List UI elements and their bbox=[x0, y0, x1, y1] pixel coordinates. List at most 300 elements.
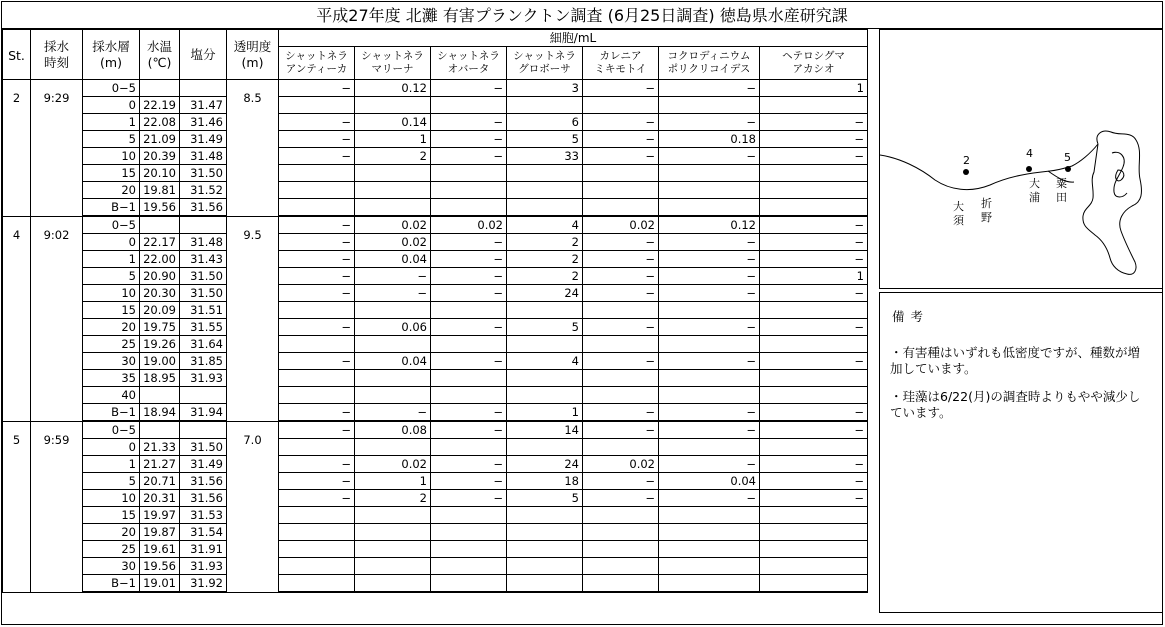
cell-count: 5 bbox=[507, 319, 583, 336]
cell-count: − bbox=[431, 234, 507, 251]
cell-count: − bbox=[431, 404, 507, 422]
salinity: 31.53 bbox=[180, 507, 227, 524]
sampling-layer: 5 bbox=[83, 131, 140, 148]
table-row bbox=[3, 558, 868, 575]
water-temp bbox=[140, 80, 180, 97]
place-label-char: 田 bbox=[1056, 191, 1067, 204]
cell-count bbox=[279, 558, 355, 575]
cell-count bbox=[279, 507, 355, 524]
sampling-layer: 10 bbox=[83, 285, 140, 302]
sampling-layer: 40 bbox=[83, 387, 140, 404]
header-st: St. bbox=[3, 30, 31, 80]
cell-count: − bbox=[431, 490, 507, 507]
sampling-layer: 5 bbox=[83, 268, 140, 285]
salinity: 31.50 bbox=[180, 285, 227, 302]
water-temp: 22.19 bbox=[140, 97, 180, 114]
station-5-label: 5 bbox=[1064, 151, 1071, 164]
species-header-line2: マリーナ bbox=[371, 63, 414, 75]
cell-count bbox=[279, 439, 355, 456]
cell-count bbox=[659, 524, 760, 541]
cell-count bbox=[507, 182, 583, 199]
species-header-line1: コクロディニウム bbox=[667, 50, 751, 62]
table-row bbox=[3, 285, 868, 302]
table-row bbox=[3, 319, 868, 336]
cell-count: − bbox=[760, 148, 868, 165]
cell-count bbox=[431, 336, 507, 353]
cell-count bbox=[583, 199, 659, 217]
salinity bbox=[180, 387, 227, 404]
salinity: 31.49 bbox=[180, 131, 227, 148]
place-label-char: 須 bbox=[953, 214, 964, 227]
cell-count: − bbox=[431, 456, 507, 473]
header-transparency-line1: 透明度 bbox=[233, 38, 272, 54]
cell-count: 4 bbox=[507, 216, 583, 234]
water-temp bbox=[140, 387, 180, 404]
cell-count: 33 bbox=[507, 148, 583, 165]
cell-count: 0.12 bbox=[355, 80, 431, 97]
cell-count bbox=[431, 97, 507, 114]
cell-count bbox=[760, 558, 868, 575]
inner-bay-path bbox=[1112, 152, 1127, 197]
header-transparency bbox=[227, 30, 279, 80]
sampling-time: 9:02 bbox=[31, 216, 83, 421]
water-temp: 20.71 bbox=[140, 473, 180, 490]
cell-count: 1 bbox=[355, 131, 431, 148]
cell-count: 6 bbox=[507, 114, 583, 131]
cell-count bbox=[279, 182, 355, 199]
cell-count bbox=[279, 302, 355, 319]
cell-count: − bbox=[583, 148, 659, 165]
cell-count bbox=[760, 439, 868, 456]
cell-count: − bbox=[659, 421, 760, 439]
table-row bbox=[3, 421, 868, 439]
table-row bbox=[3, 575, 868, 593]
cell-count bbox=[760, 541, 868, 558]
cell-count: − bbox=[760, 114, 868, 131]
header-sampling-layer bbox=[83, 30, 140, 80]
cell-count: 2 bbox=[507, 234, 583, 251]
cell-count: − bbox=[583, 421, 659, 439]
remarks-panel bbox=[879, 292, 1163, 613]
water-temp: 19.81 bbox=[140, 182, 180, 199]
place-label-char: 大 bbox=[953, 200, 964, 213]
header-time-line1: 採水 bbox=[43, 38, 69, 54]
cell-count bbox=[431, 387, 507, 404]
station-id: 2 bbox=[3, 80, 31, 217]
cell-count: 2 bbox=[507, 268, 583, 285]
sampling-layer: 20 bbox=[83, 319, 140, 336]
cell-count bbox=[507, 524, 583, 541]
cell-count: − bbox=[760, 490, 868, 507]
species-header-6 bbox=[659, 47, 760, 80]
cell-count bbox=[659, 182, 760, 199]
sampling-layer: 15 bbox=[83, 507, 140, 524]
station-id: 5 bbox=[3, 421, 31, 592]
cell-count bbox=[659, 507, 760, 524]
cell-count bbox=[279, 97, 355, 114]
sampling-layer: B−1 bbox=[83, 404, 140, 422]
cell-count bbox=[760, 336, 868, 353]
salinity bbox=[180, 80, 227, 97]
sampling-layer: 0−5 bbox=[83, 421, 140, 439]
cell-count: − bbox=[659, 234, 760, 251]
place-label-char: 折 bbox=[981, 197, 992, 210]
cell-count: − bbox=[279, 251, 355, 268]
cell-count bbox=[355, 165, 431, 182]
water-temp: 18.94 bbox=[140, 404, 180, 422]
cell-count: − bbox=[431, 353, 507, 370]
transparency: 9.5 bbox=[227, 216, 279, 421]
species-header-line2: グロボーサ bbox=[518, 63, 571, 75]
table-row bbox=[3, 182, 868, 199]
cell-count: − bbox=[279, 216, 355, 234]
cell-count bbox=[279, 199, 355, 217]
cell-count bbox=[279, 524, 355, 541]
cell-count bbox=[583, 336, 659, 353]
cell-count: 0.02 bbox=[431, 216, 507, 234]
water-temp: 20.10 bbox=[140, 165, 180, 182]
cell-count bbox=[659, 165, 760, 182]
water-temp: 20.31 bbox=[140, 490, 180, 507]
cell-count bbox=[507, 165, 583, 182]
salinity: 31.52 bbox=[180, 182, 227, 199]
cell-count bbox=[760, 370, 868, 387]
cell-count bbox=[355, 336, 431, 353]
water-temp: 19.75 bbox=[140, 319, 180, 336]
cell-count: − bbox=[760, 251, 868, 268]
station-map bbox=[879, 29, 1163, 289]
report-title: 平成27年度 北灘 有害プランクトン調査 (6月25日調査) 徳島県水産研究課 bbox=[2, 2, 1162, 29]
cell-count: 0.04 bbox=[355, 251, 431, 268]
species-header-2 bbox=[355, 47, 431, 80]
cell-count: 18 bbox=[507, 473, 583, 490]
station-4-marker bbox=[1026, 166, 1032, 172]
cell-count: 0.02 bbox=[355, 216, 431, 234]
water-temp: 19.56 bbox=[140, 199, 180, 217]
header-water-temp bbox=[140, 30, 180, 80]
water-temp: 19.01 bbox=[140, 575, 180, 593]
cell-count bbox=[431, 575, 507, 593]
species-header-line1: カレニア bbox=[599, 50, 642, 62]
cell-count bbox=[760, 387, 868, 404]
place-label-char: 粟 bbox=[1056, 177, 1067, 190]
table-row bbox=[3, 439, 868, 456]
table-row bbox=[3, 131, 868, 148]
cell-count bbox=[355, 524, 431, 541]
cell-count: − bbox=[760, 216, 868, 234]
table-row bbox=[3, 370, 868, 387]
cell-count: − bbox=[431, 148, 507, 165]
cell-count: 0.08 bbox=[355, 421, 431, 439]
cell-count bbox=[760, 575, 868, 593]
cell-count bbox=[355, 439, 431, 456]
sampling-layer: 30 bbox=[83, 558, 140, 575]
header-temp-line1: 水温 bbox=[146, 38, 172, 54]
cell-count bbox=[279, 387, 355, 404]
species-header-7 bbox=[760, 47, 868, 80]
cell-count: 0.02 bbox=[583, 216, 659, 234]
cell-count: − bbox=[583, 473, 659, 490]
sampling-layer: 0 bbox=[83, 439, 140, 456]
cell-count: 0.12 bbox=[659, 216, 760, 234]
station-2-marker bbox=[963, 169, 969, 175]
cell-count bbox=[507, 507, 583, 524]
cell-count: 0.02 bbox=[583, 456, 659, 473]
cell-count: 0.04 bbox=[355, 353, 431, 370]
salinity: 31.49 bbox=[180, 456, 227, 473]
cell-count bbox=[760, 302, 868, 319]
cell-count bbox=[760, 165, 868, 182]
cell-count bbox=[659, 97, 760, 114]
species-header-4 bbox=[507, 47, 583, 80]
cell-count bbox=[583, 302, 659, 319]
sampling-layer: 20 bbox=[83, 182, 140, 199]
cell-count bbox=[659, 439, 760, 456]
species-header-line2: アンティーカ bbox=[285, 63, 348, 75]
sampling-layer: 1 bbox=[83, 114, 140, 131]
cell-count: − bbox=[760, 285, 868, 302]
station-5-marker bbox=[1065, 166, 1071, 172]
cell-count bbox=[583, 387, 659, 404]
station-id: 4 bbox=[3, 216, 31, 421]
water-temp: 19.56 bbox=[140, 558, 180, 575]
water-temp: 19.97 bbox=[140, 507, 180, 524]
remarks-heading: 備考 bbox=[892, 309, 930, 324]
cell-count bbox=[583, 541, 659, 558]
table-row bbox=[3, 404, 868, 422]
header-salinity: 塩分 bbox=[180, 30, 227, 80]
salinity: 31.93 bbox=[180, 370, 227, 387]
cell-count bbox=[760, 507, 868, 524]
cell-count bbox=[355, 541, 431, 558]
salinity: 31.50 bbox=[180, 439, 227, 456]
cell-count bbox=[659, 302, 760, 319]
cell-count bbox=[659, 370, 760, 387]
salinity: 31.55 bbox=[180, 319, 227, 336]
table-row bbox=[3, 524, 868, 541]
cell-count bbox=[355, 575, 431, 593]
cell-count: − bbox=[760, 353, 868, 370]
cell-count: − bbox=[279, 234, 355, 251]
table-row bbox=[3, 541, 868, 558]
table-row bbox=[3, 97, 868, 114]
table-row bbox=[3, 114, 868, 131]
salinity: 31.43 bbox=[180, 251, 227, 268]
cell-count: 0.06 bbox=[355, 319, 431, 336]
cell-count bbox=[583, 182, 659, 199]
table-row bbox=[3, 302, 868, 319]
plankton-data-table bbox=[2, 29, 868, 593]
water-temp: 20.39 bbox=[140, 148, 180, 165]
cell-count bbox=[659, 575, 760, 593]
remarks-note-2: ・珪藻は6/22(月)の調査時よりもやや減少しています。 bbox=[890, 389, 1141, 420]
cell-count: 1 bbox=[355, 473, 431, 490]
cell-count bbox=[507, 558, 583, 575]
water-temp: 19.87 bbox=[140, 524, 180, 541]
cell-count: 2 bbox=[355, 148, 431, 165]
cell-count: − bbox=[659, 353, 760, 370]
place-label-char: 大 bbox=[1029, 177, 1040, 190]
cell-count: − bbox=[659, 490, 760, 507]
water-temp: 22.00 bbox=[140, 251, 180, 268]
station-4-label: 4 bbox=[1026, 147, 1033, 160]
salinity: 31.56 bbox=[180, 199, 227, 217]
cell-count: − bbox=[279, 421, 355, 439]
salinity bbox=[180, 421, 227, 439]
cell-count: 0.04 bbox=[659, 473, 760, 490]
species-header-line1: シャットネラ bbox=[437, 50, 500, 62]
cell-count: 24 bbox=[507, 285, 583, 302]
cell-count: − bbox=[431, 473, 507, 490]
cell-count bbox=[507, 199, 583, 217]
sampling-layer: 0 bbox=[83, 97, 140, 114]
cell-count bbox=[431, 370, 507, 387]
cell-count: 14 bbox=[507, 421, 583, 439]
cell-count bbox=[507, 302, 583, 319]
salinity: 31.64 bbox=[180, 336, 227, 353]
sampling-layer: 35 bbox=[83, 370, 140, 387]
sampling-layer: B−1 bbox=[83, 575, 140, 593]
cell-count bbox=[583, 97, 659, 114]
cell-count: − bbox=[659, 404, 760, 422]
cell-count: − bbox=[583, 251, 659, 268]
cell-count: − bbox=[583, 114, 659, 131]
place-label-char: 浦 bbox=[1029, 191, 1040, 204]
salinity: 31.94 bbox=[180, 404, 227, 422]
cell-count: − bbox=[760, 319, 868, 336]
sampling-layer: 10 bbox=[83, 148, 140, 165]
header-temp-line2: (℃) bbox=[147, 54, 172, 70]
cell-count bbox=[431, 558, 507, 575]
cell-count: − bbox=[583, 404, 659, 422]
table-row bbox=[3, 353, 868, 370]
cell-count: − bbox=[583, 131, 659, 148]
salinity: 31.85 bbox=[180, 353, 227, 370]
species-header-line2: ポリクリコイデス bbox=[667, 63, 751, 75]
cell-count: − bbox=[659, 268, 760, 285]
cell-count: − bbox=[659, 456, 760, 473]
cell-count bbox=[355, 97, 431, 114]
water-temp: 20.09 bbox=[140, 302, 180, 319]
cell-count bbox=[431, 439, 507, 456]
cell-count: − bbox=[279, 114, 355, 131]
cell-count bbox=[583, 575, 659, 593]
table-row bbox=[3, 234, 868, 251]
cell-count bbox=[431, 182, 507, 199]
cell-count: − bbox=[279, 456, 355, 473]
place-label-char: 野 bbox=[981, 211, 992, 224]
table-row bbox=[3, 490, 868, 507]
cell-count: 0.14 bbox=[355, 114, 431, 131]
cell-count bbox=[583, 165, 659, 182]
sampling-layer: 0−5 bbox=[83, 216, 140, 234]
cell-count: − bbox=[659, 319, 760, 336]
species-header-5 bbox=[583, 47, 659, 80]
cell-count: − bbox=[760, 421, 868, 439]
cell-count: − bbox=[760, 473, 868, 490]
species-header-line1: シャットネラ bbox=[285, 50, 348, 62]
sampling-layer: 1 bbox=[83, 456, 140, 473]
cell-count: − bbox=[760, 456, 868, 473]
species-header-line2: アカシオ bbox=[792, 63, 835, 75]
cell-count bbox=[431, 165, 507, 182]
salinity: 31.54 bbox=[180, 524, 227, 541]
salinity: 31.48 bbox=[180, 148, 227, 165]
cell-count: − bbox=[279, 473, 355, 490]
cell-count: − bbox=[279, 404, 355, 422]
cell-count: 1 bbox=[760, 268, 868, 285]
water-temp: 18.95 bbox=[140, 370, 180, 387]
cell-count: − bbox=[583, 353, 659, 370]
cell-count bbox=[583, 507, 659, 524]
sampling-layer: 25 bbox=[83, 336, 140, 353]
header-time-line2: 時刻 bbox=[43, 54, 69, 70]
salinity: 31.92 bbox=[180, 575, 227, 593]
cell-count: − bbox=[659, 285, 760, 302]
cell-count: − bbox=[760, 404, 868, 422]
sampling-time: 9:29 bbox=[31, 80, 83, 217]
cell-count bbox=[355, 387, 431, 404]
cell-count: − bbox=[431, 80, 507, 97]
species-header-line1: ヘテロシグマ bbox=[782, 50, 845, 62]
header-layer-line2: (m) bbox=[100, 54, 122, 70]
cell-count bbox=[507, 336, 583, 353]
cell-count bbox=[507, 575, 583, 593]
table-row bbox=[3, 199, 868, 217]
cell-count bbox=[760, 182, 868, 199]
cell-count: 5 bbox=[507, 490, 583, 507]
cell-count: − bbox=[659, 80, 760, 97]
water-temp: 21.09 bbox=[140, 131, 180, 148]
cell-count: − bbox=[279, 148, 355, 165]
water-temp: 22.17 bbox=[140, 234, 180, 251]
cell-count: − bbox=[279, 80, 355, 97]
water-temp bbox=[140, 216, 180, 234]
water-temp: 19.61 bbox=[140, 541, 180, 558]
cell-count bbox=[279, 370, 355, 387]
salinity: 31.50 bbox=[180, 268, 227, 285]
table-row bbox=[3, 251, 868, 268]
table-row bbox=[3, 268, 868, 285]
cell-count bbox=[507, 97, 583, 114]
cell-count bbox=[583, 524, 659, 541]
cell-count bbox=[659, 541, 760, 558]
cell-count bbox=[355, 199, 431, 217]
sampling-layer: 5 bbox=[83, 473, 140, 490]
salinity: 31.51 bbox=[180, 302, 227, 319]
water-temp: 19.26 bbox=[140, 336, 180, 353]
cell-count bbox=[659, 199, 760, 217]
cell-count: − bbox=[279, 131, 355, 148]
cell-count bbox=[659, 558, 760, 575]
sampling-time: 9:59 bbox=[31, 421, 83, 592]
remarks-note-1: ・有害種はいずれも低密度ですが、種数が増加しています。 bbox=[890, 345, 1141, 376]
cell-count: − bbox=[760, 131, 868, 148]
cell-count: − bbox=[431, 268, 507, 285]
cell-count: − bbox=[279, 353, 355, 370]
cell-count: − bbox=[431, 114, 507, 131]
water-temp: 19.00 bbox=[140, 353, 180, 370]
cell-count bbox=[760, 199, 868, 217]
sampling-layer: 15 bbox=[83, 165, 140, 182]
salinity: 31.46 bbox=[180, 114, 227, 131]
salinity: 31.48 bbox=[180, 234, 227, 251]
table-row bbox=[3, 387, 868, 404]
header-sampling-time bbox=[31, 30, 83, 80]
cell-count bbox=[659, 387, 760, 404]
sampling-layer: 10 bbox=[83, 490, 140, 507]
cell-count: − bbox=[431, 285, 507, 302]
